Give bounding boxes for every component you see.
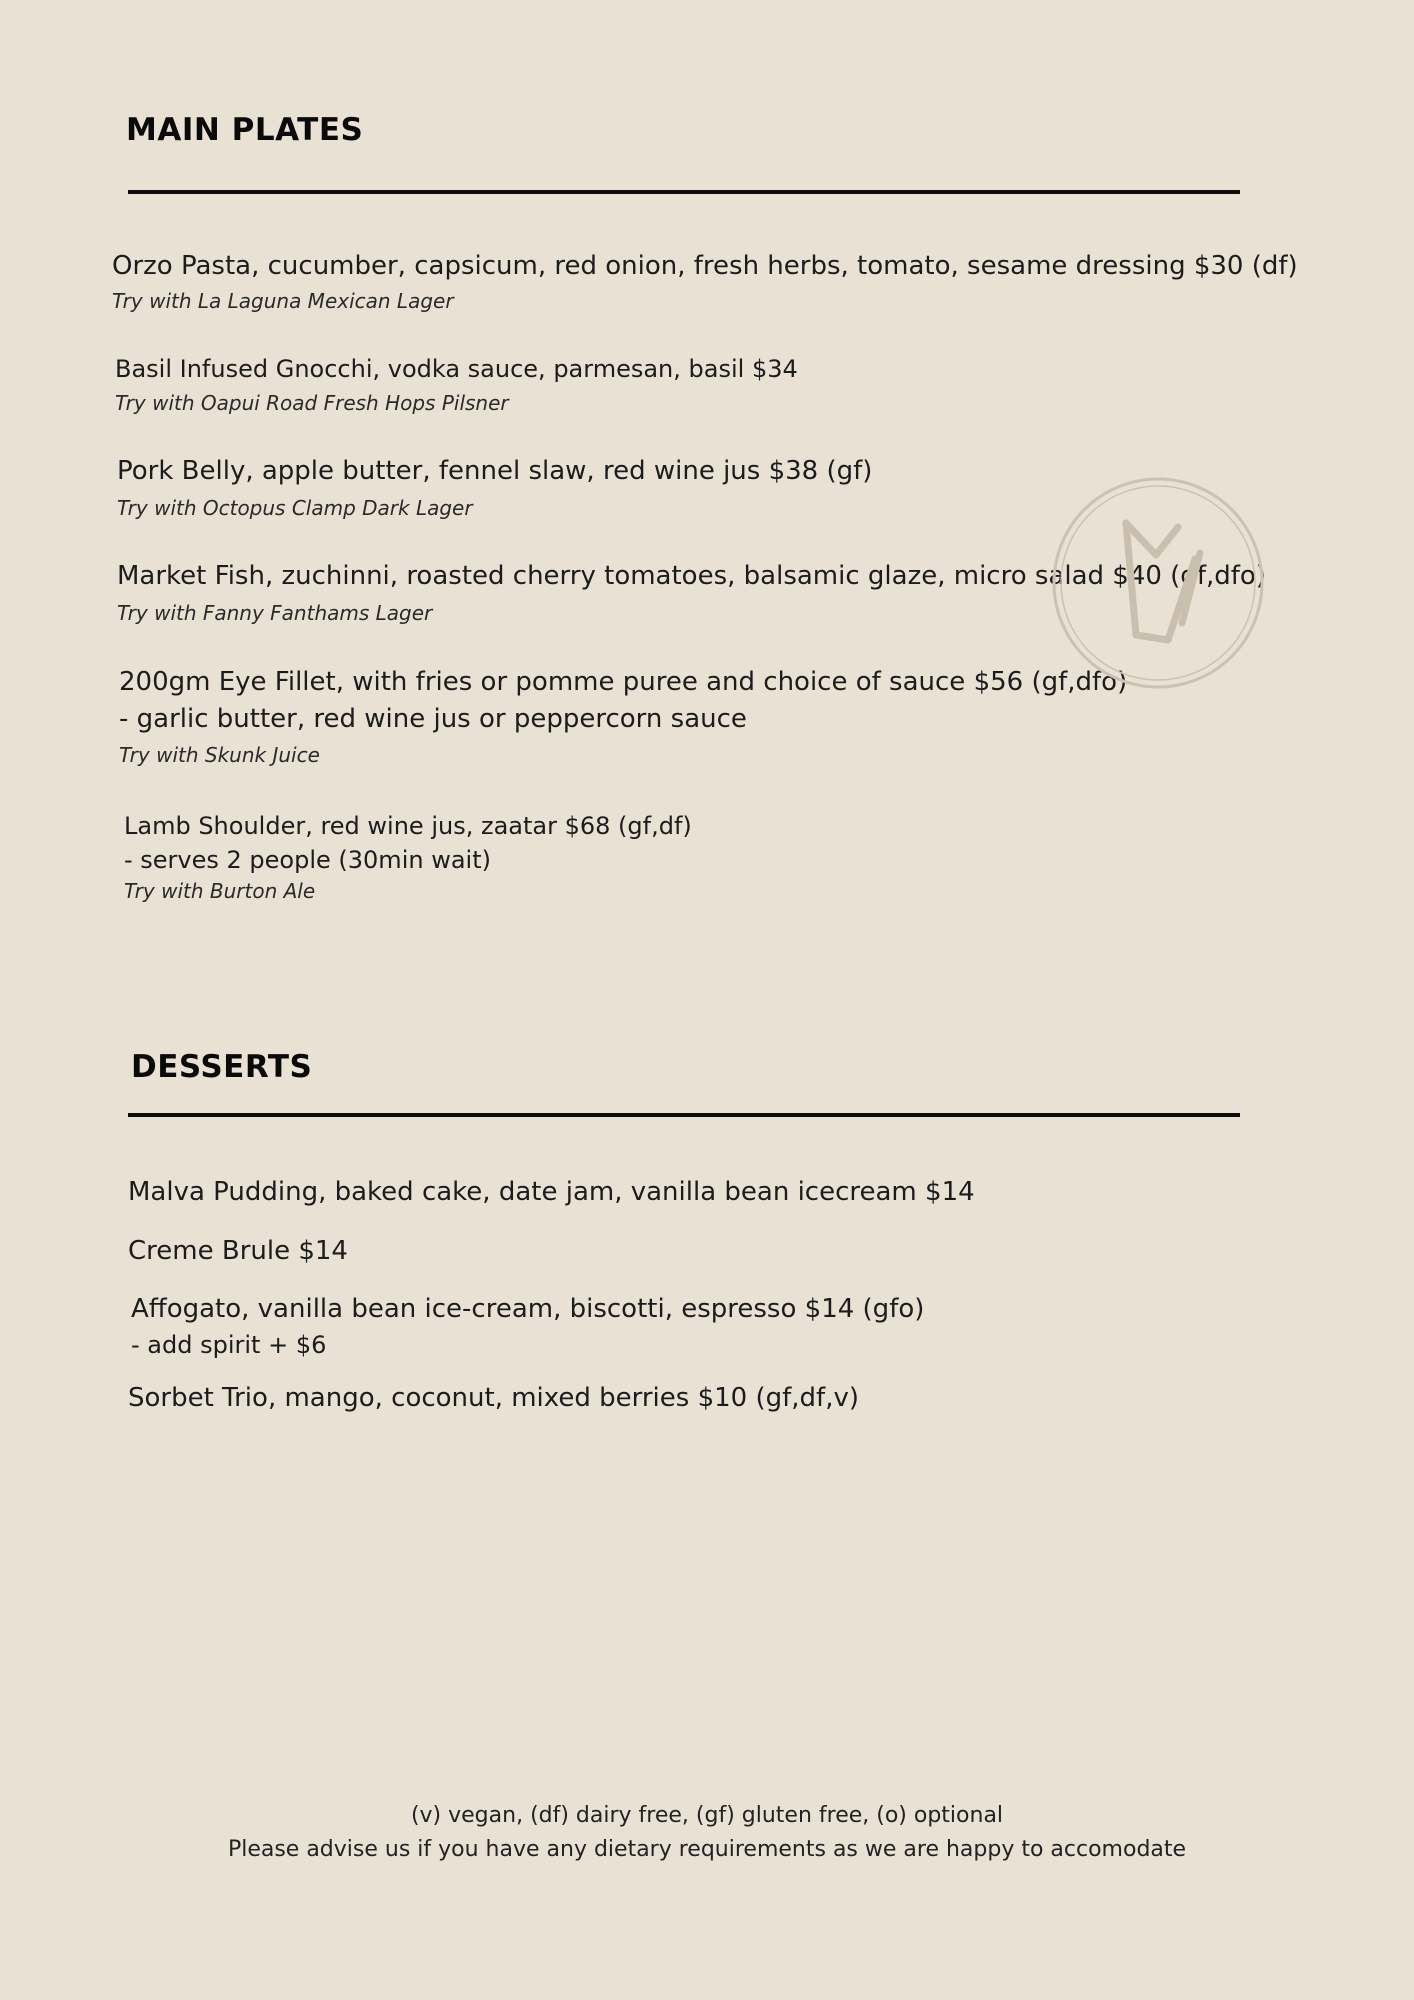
dessert-affogato-note: - add spirit + $6 — [131, 1331, 327, 1359]
main-plates-divider — [128, 190, 1240, 194]
menu-item-gnocchi-pairing: Try with Oapui Road Fresh Hops Pilsner — [115, 391, 509, 415]
menu-item-orzo-pasta-pairing: Try with La Laguna Mexican Lager — [112, 289, 454, 313]
menu-item-market-fish: Market Fish, zuchinni, roasted cherry tomatoes, balsamic glaze, micro salad $40 (gf,dfo) — [117, 561, 1266, 591]
dessert-malva-pudding: Malva Pudding, baked cake, date jam, vanilla bean icecream $14 — [128, 1177, 975, 1207]
menu-item-gnocchi: Basil Infused Gnocchi, vodka sauce, parmesan, basil $34 — [115, 355, 798, 383]
menu-item-lamb-shoulder-pairing: Try with Burton Ale — [124, 879, 316, 903]
dessert-creme-brule: Creme Brule $14 — [128, 1236, 348, 1266]
dietary-advice: Please advise us if you have any dietary requirements as we are happy to accomodate — [227, 1837, 1187, 1862]
menu-item-pork-belly-pairing: Try with Octopus Clamp Dark Lager — [117, 496, 473, 520]
menu-item-lamb-shoulder: Lamb Shoulder, red wine jus, zaatar $68 (gf,df) — [124, 812, 692, 840]
beer-glass-stamp-icon — [1050, 475, 1266, 691]
menu-item-orzo-pasta: Orzo Pasta, cucumber, capsicum, red onion, fresh herbs, tomato, sesame dressing $30 (df) — [112, 251, 1298, 281]
menu-item-pork-belly: Pork Belly, apple butter, fennel slaw, red wine jus $38 (gf) — [117, 456, 873, 486]
menu-item-market-fish-pairing: Try with Fanny Fanthams Lager — [117, 601, 433, 625]
menu-item-lamb-shoulder-note: - serves 2 people (30min wait) — [124, 846, 491, 874]
menu-item-eye-fillet: 200gm Eye Fillet, with fries or pomme puree and choice of sauce $56 (gf,dfo) — [119, 667, 1128, 697]
dessert-sorbet-trio: Sorbet Trio, mango, coconut, mixed berries $10 (gf,df,v) — [128, 1383, 859, 1413]
menu-item-eye-fillet-note: - garlic butter, red wine jus or peppercorn sauce — [119, 704, 747, 734]
desserts-divider — [128, 1113, 1240, 1117]
menu-item-eye-fillet-pairing: Try with Skunk Juice — [119, 743, 320, 767]
main-plates-heading: MAIN PLATES — [126, 112, 364, 148]
desserts-heading: DESSERTS — [131, 1049, 313, 1085]
dessert-affogato: Affogato, vanilla bean ice-cream, biscotti, espresso $14 (gfo) — [131, 1294, 925, 1324]
dietary-legend: (v) vegan, (df) dairy free, (gf) gluten free, (o) optional — [410, 1803, 1004, 1828]
